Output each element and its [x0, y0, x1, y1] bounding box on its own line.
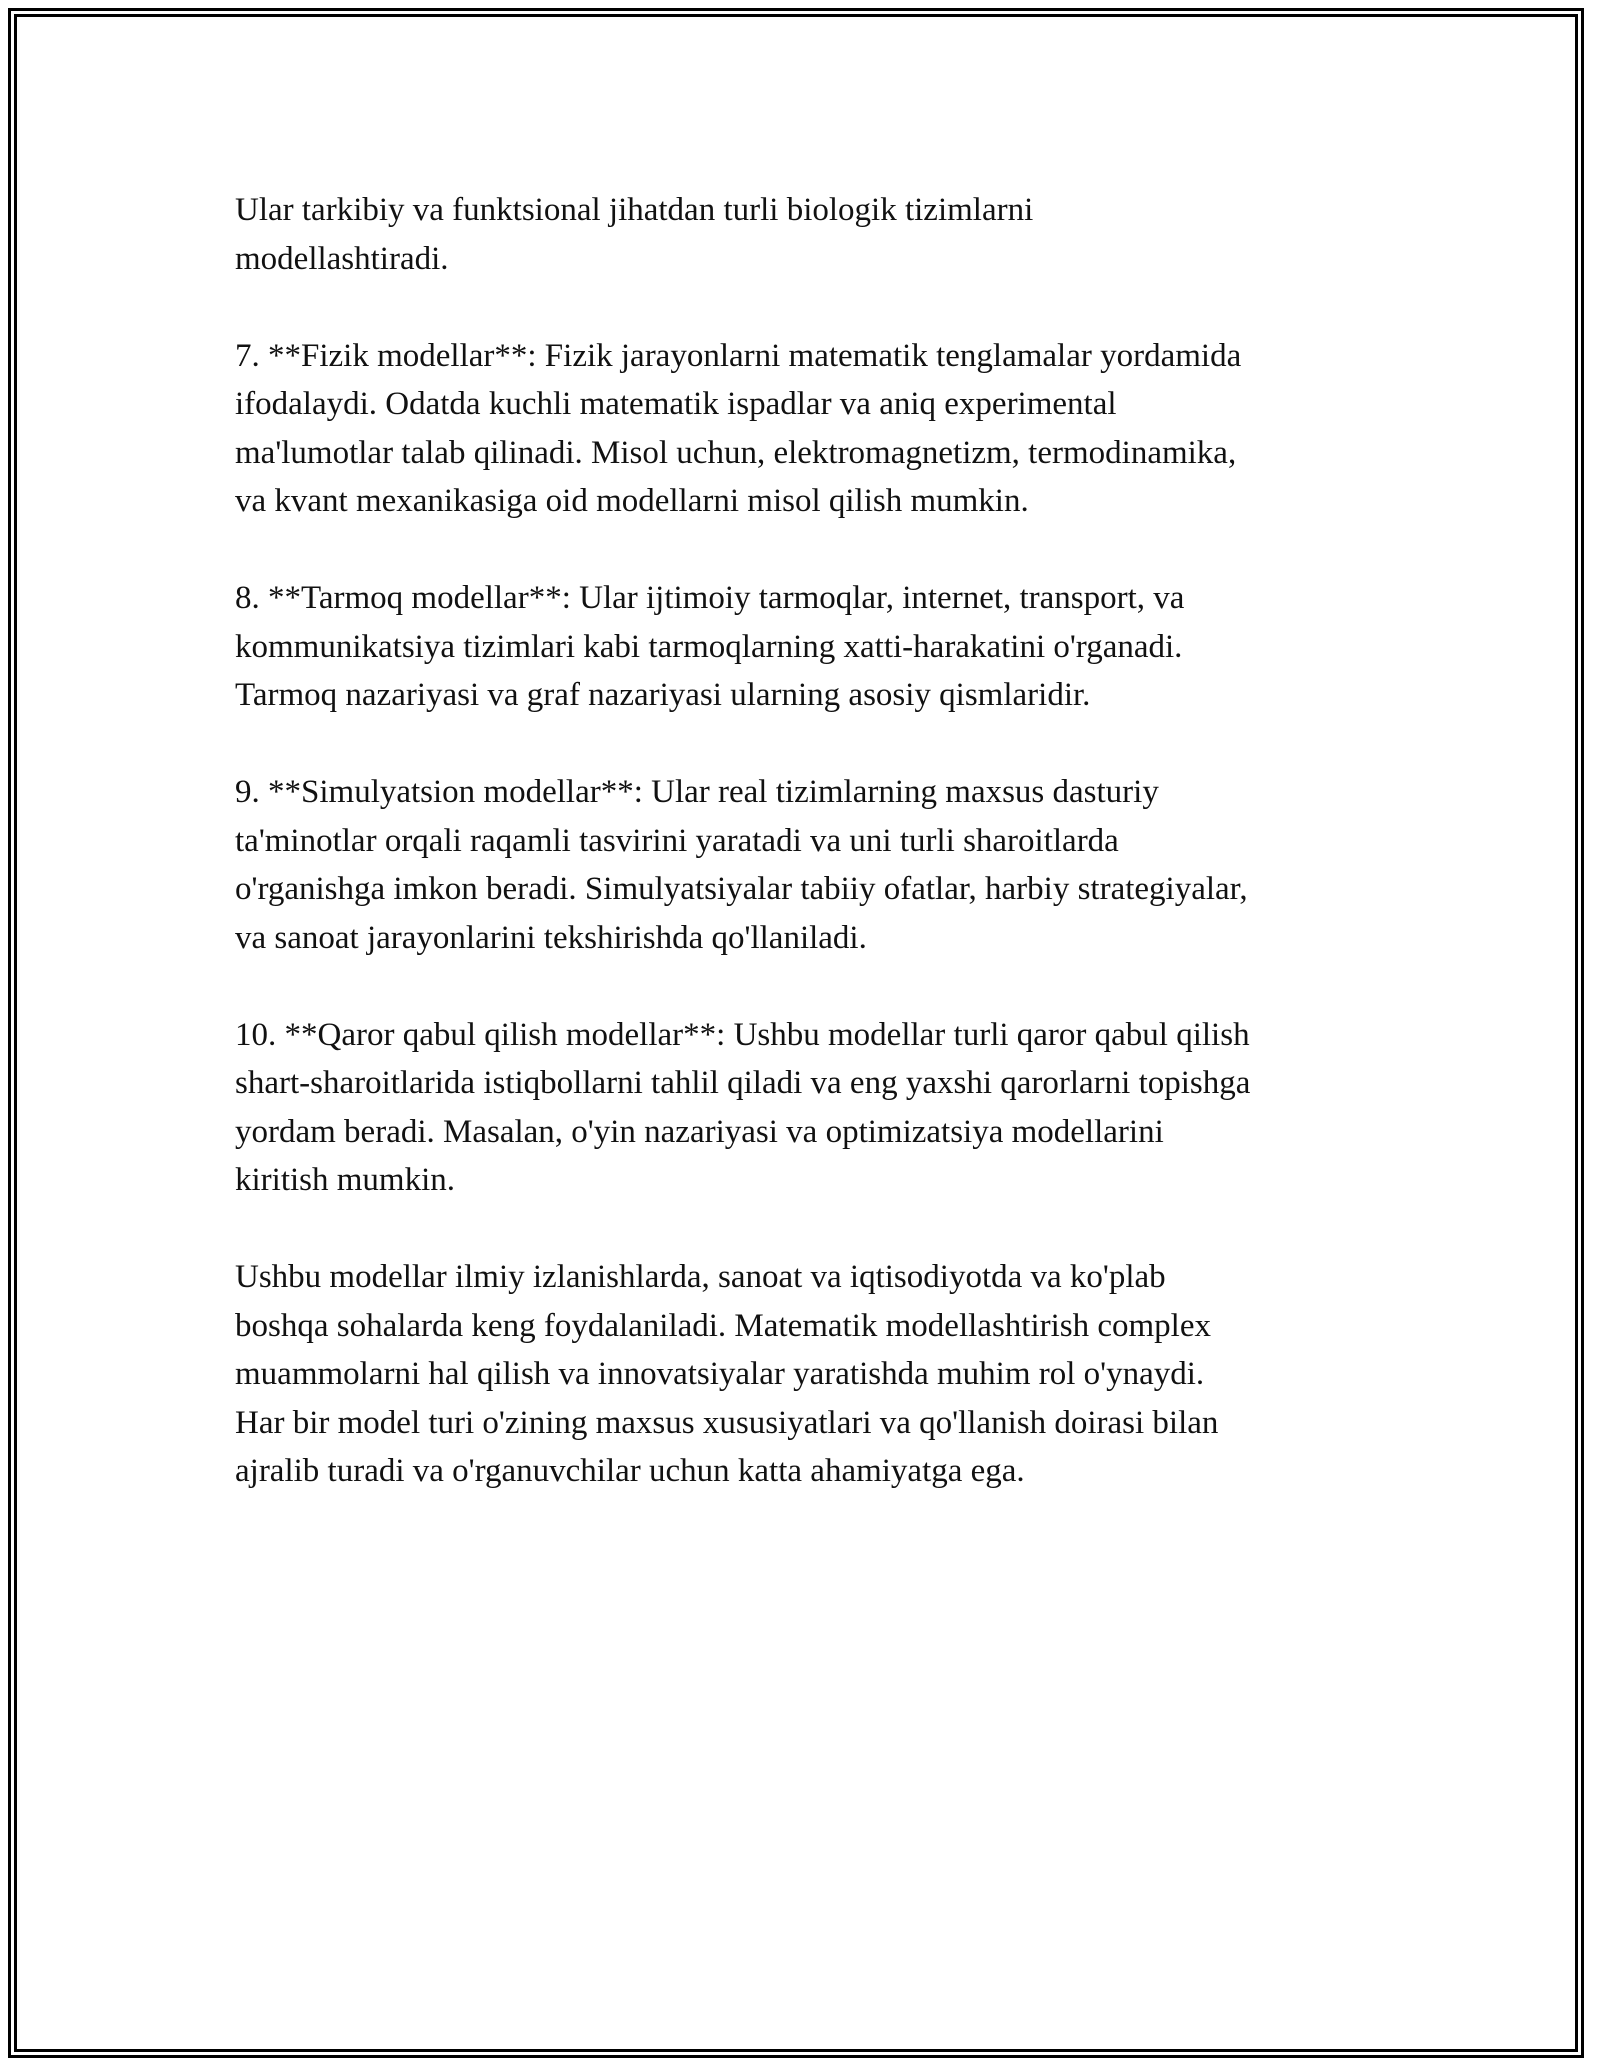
paragraph-physical-models: 7. **Fizik modellar**: Fizik jarayonlarni matematik tenglamalar yordamida ifodalaydi. Odatda kuchli matematik ispadlar va aniq experimental ma'lumotlar talab qilinadi. Misol uchun, elektromagnetizm, termodinamika, va kvant mexanikasiga oid modellarni misol qilish mumkin.: [235, 337, 1242, 519]
paragraph-biological-models-intro: Ular tarkibiy va funktsional jihatdan turli biologik tizimlarni modellashtiradi.: [235, 192, 1034, 277]
paragraph-decision-models: 10. **Qaror qabul qilish modellar**: Ushbu modellar turli qaror qabul qilish shart-sharoitlarida istiqbollarni tahlil qiladi va eng yaxshi qarorlarni topishga yordam beradi. Masalan, o'yin nazariyasi va optimizatsiya modellarini kiritish mumkin.: [235, 1016, 1251, 1198]
paragraph-conclusion: Ushbu modellar ilmiy izlanishlarda, sanoat va iqtisodiyotda va ko'plab boshqa sohalarda keng foydalaniladi. Matematik modellashtirish complex muammolarni hal qilish va innovatsiyalar yaratishda muhim rol o'ynaydi. Har bir model turi o'zining maxsus xususiyatlari va qo'llanish doirasi bilan ajralib turadi va o'rganuvchilar uchun katta ahamiyatga ega.: [235, 1259, 1219, 1489]
paragraph-simulation-models: 9. **Simulyatsion modellar**: Ular real tizimlarning maxsus dasturiy ta'minotlar orqali raqamli tasvirini yaratadi va uni turli sharoitlarda o'rganishga imkon beradi. Simulyatsiyalar tabiiy ofatlar, harbiy strategiyalar, va sanoat jarayonlarini tekshirishda qo'llaniladi.: [235, 774, 1248, 956]
paragraph-network-models: 8. **Tarmoq modellar**: Ular ijtimoiy tarmoqlar, internet, transport, va kommunikatsiya tizimlari kabi tarmoqlarning xatti-harakatini o'rganadi. Tarmoq nazariyasi va graf nazariyasi ularning asosiy qismlaridir.: [235, 580, 1185, 713]
document-body: [235, 186, 1375, 1544]
